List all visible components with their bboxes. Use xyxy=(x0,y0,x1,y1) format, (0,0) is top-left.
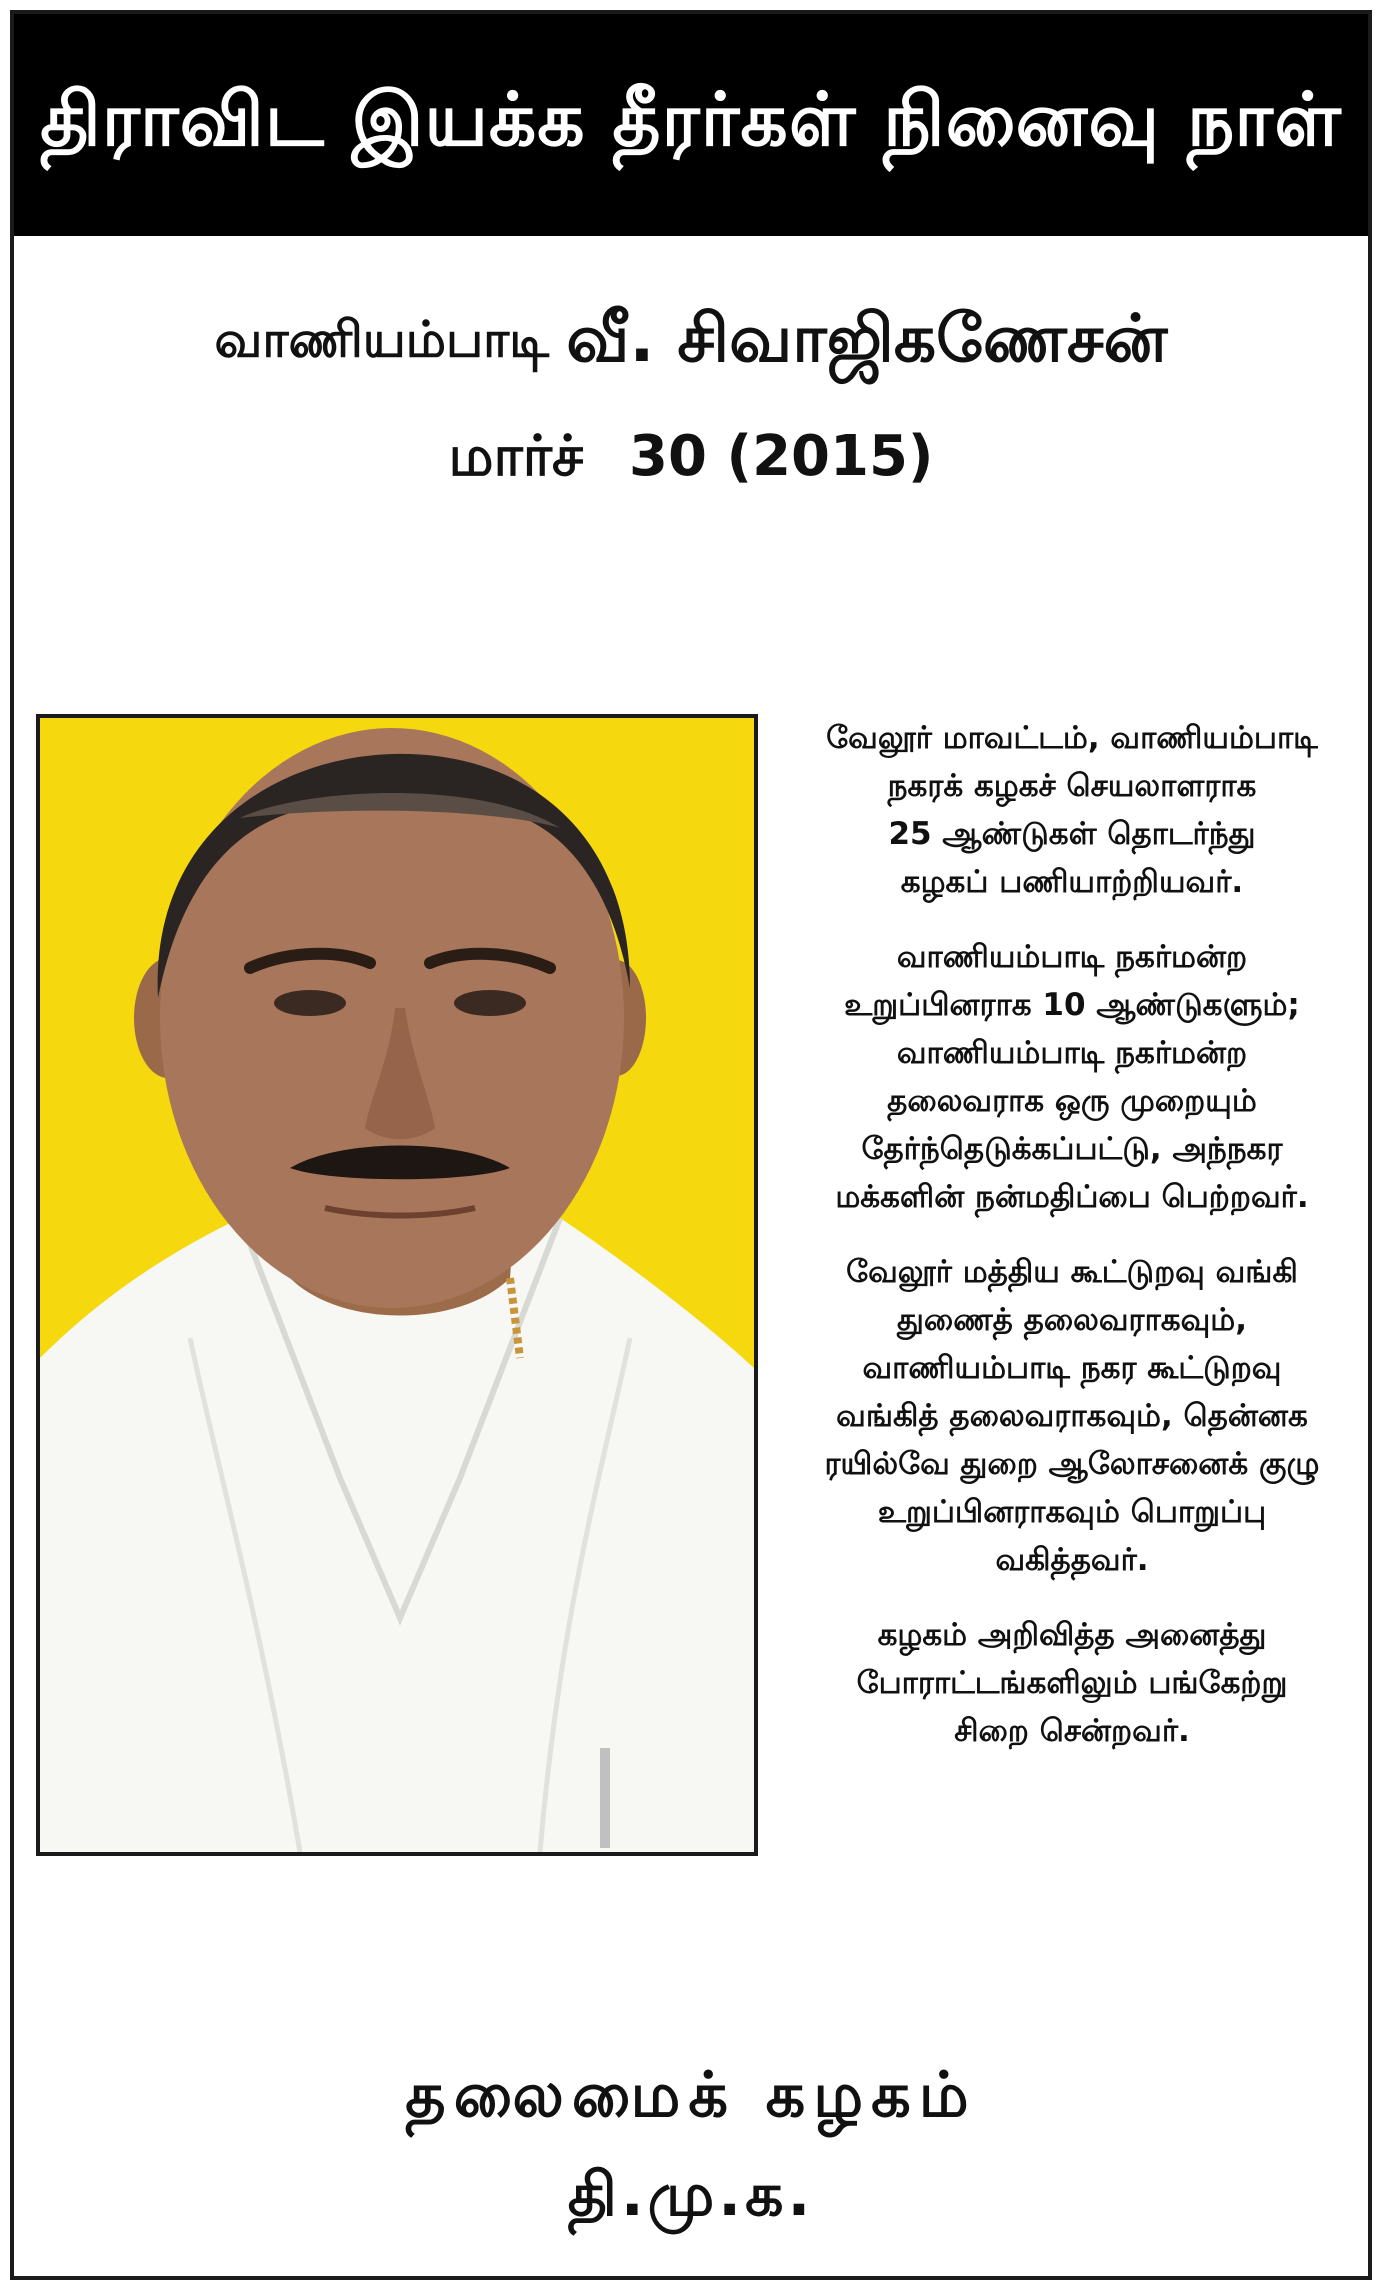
footer xyxy=(14,2058,1368,2238)
bio-line: வாணியம்பாடி நகர்மன்ற xyxy=(896,1035,1248,1071)
name-line xyxy=(14,300,1368,386)
bio-line: வகித்தவர். xyxy=(995,1542,1149,1578)
bio-line: ரயில்வே துறை ஆலோசனைக் குழு xyxy=(824,1446,1320,1482)
banner-title: திராவிட இயக்க தீரர்கள் நினைவு நாள் xyxy=(40,77,1342,163)
bio-line: கழகம் அறிவித்த அனைத்து xyxy=(877,1617,1267,1653)
bio-line: வேலூர் மத்திய கூட்டுறவு வங்கி xyxy=(846,1254,1298,1290)
bio-line: கழகப் பணியாற்றியவர். xyxy=(900,864,1244,900)
date-day-year: 30 (2015) xyxy=(629,424,934,489)
footer-org: தலைமைக் கழகம் xyxy=(405,2058,977,2131)
bio-line: தேர்ந்தெடுக்கப்பட்டு, அந்நகர xyxy=(861,1131,1283,1167)
footer-party: தி.மு.க. xyxy=(567,2160,815,2230)
bio-line: வேலூர் மாவட்டம், வாணியம்பாடி xyxy=(826,720,1318,756)
bio-line: சிறை சென்றவர். xyxy=(954,1713,1190,1749)
bio-line: உறுப்பினராக 10 ஆண்டுகளும்; xyxy=(844,987,1300,1023)
bio-line: உறுப்பினராகவும் பொறுப்பு xyxy=(877,1494,1267,1530)
bio-line: போராட்டங்களிலும் பங்கேற்று xyxy=(856,1665,1288,1701)
notice-frame xyxy=(10,10,1372,2280)
bio-paragraph-4 xyxy=(772,1611,1372,1755)
banner xyxy=(14,14,1368,236)
bio-line: வாணியம்பாடி நகர்மன்ற xyxy=(896,939,1248,975)
bio-text xyxy=(772,714,1372,1782)
bio-line: வங்கித் தலைவராகவும், தென்னக xyxy=(836,1398,1308,1434)
bio-line: 25 ஆண்டுகள் தொடர்ந்து xyxy=(888,816,1256,852)
portrait-illustration xyxy=(40,718,754,1852)
bio-paragraph-3 xyxy=(772,1248,1372,1584)
memorial-date xyxy=(14,424,1368,496)
bio-line: நகரக் கழகச் செயலாளராக xyxy=(887,768,1257,804)
person-name: வீ. சிவாஜிகணேசன் xyxy=(566,300,1168,377)
portrait-photo xyxy=(36,714,758,1856)
bio-line: துணைத் தலைவராகவும், xyxy=(896,1302,1247,1338)
bio-paragraph-1 xyxy=(772,714,1372,906)
date-month: மார்ச் xyxy=(448,424,584,489)
bio-paragraph-2 xyxy=(772,933,1372,1221)
bio-line: வாணியம்பாடி நகர கூட்டுறவு xyxy=(862,1350,1282,1386)
bio-line: தலைவராக ஒரு முறையும் xyxy=(887,1083,1257,1119)
person-place: வாணியம்பாடி xyxy=(214,310,550,369)
bio-line: மக்களின் நன்மதிப்பை பெற்றவர். xyxy=(835,1179,1309,1215)
